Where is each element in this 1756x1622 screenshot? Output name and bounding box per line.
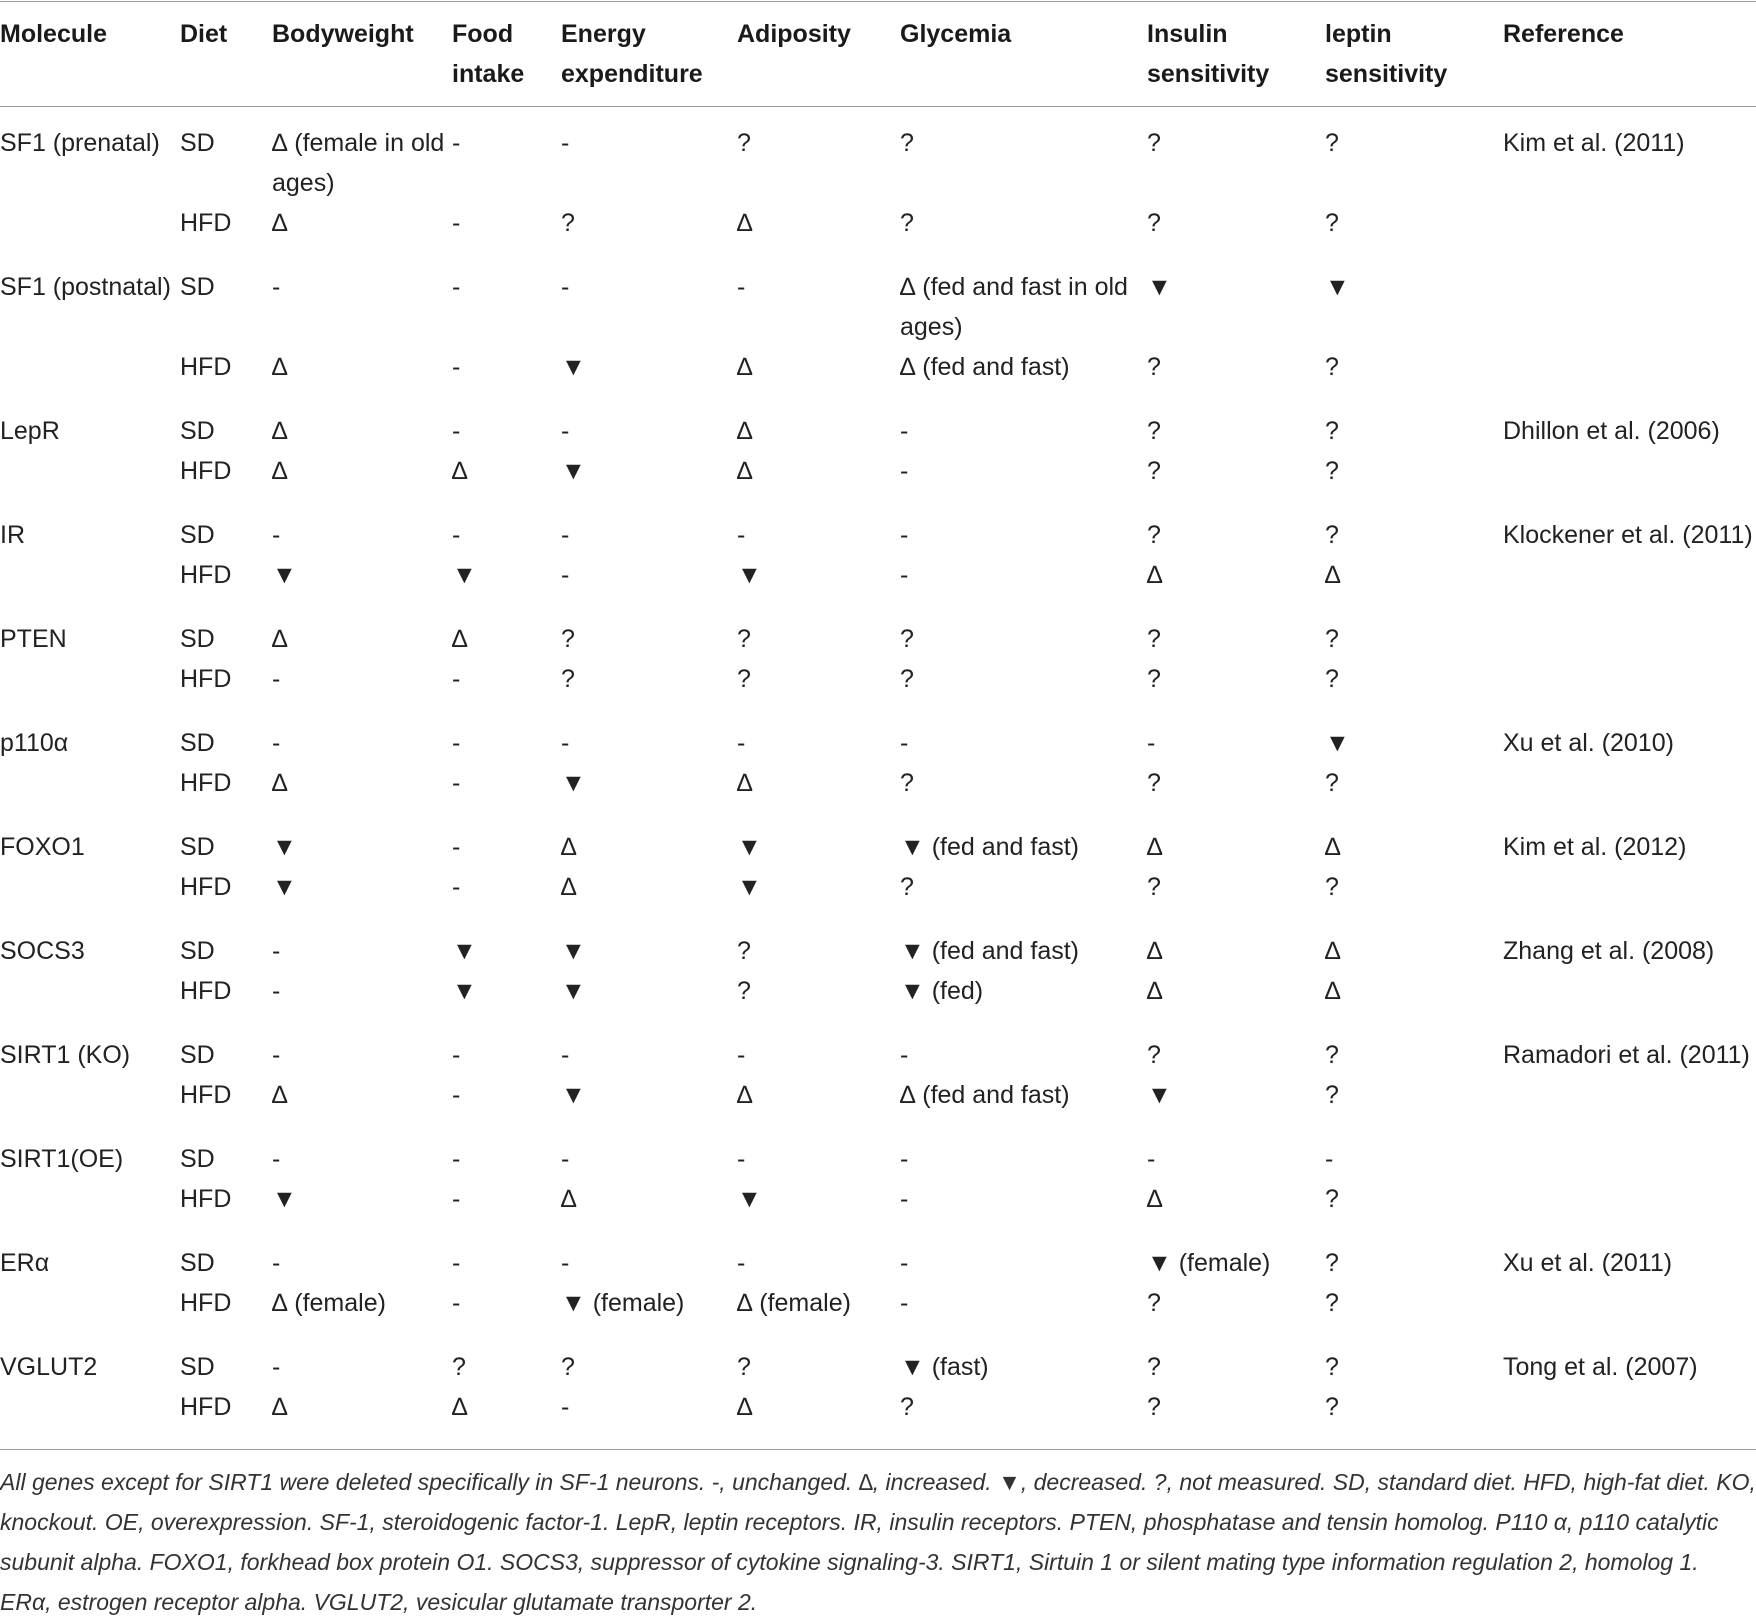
bodyweight-cell: - xyxy=(272,729,281,757)
table-row xyxy=(0,451,1756,499)
leptin-sensitivity-cell: ∆ xyxy=(1325,937,1341,965)
data-table xyxy=(0,1,1756,1449)
molecule-cell xyxy=(0,763,180,811)
leptin-sensitivity-cell: ∆ xyxy=(1325,833,1341,861)
insulin-sensitivity-cell: ∆ xyxy=(1147,561,1163,589)
molecule-cell xyxy=(0,451,180,499)
table-row xyxy=(0,811,1756,867)
reference-cell xyxy=(1503,763,1756,811)
table-row xyxy=(0,659,1756,707)
adiposity-cell: ▼ xyxy=(737,561,762,589)
reference-cell: Klockener et al. (2011) xyxy=(1503,521,1753,549)
insulin-sensitivity-cell: - xyxy=(1147,729,1156,757)
food-intake-cell: - xyxy=(452,1249,461,1277)
table-row xyxy=(0,763,1756,811)
molecule-cell: IR xyxy=(0,521,25,549)
leptin-sensitivity-cell: ∆ xyxy=(1325,561,1341,589)
reference-cell: Xu et al. (2010) xyxy=(1503,729,1674,757)
reference-cell xyxy=(1503,1387,1756,1449)
leptin-sensitivity-cell: ? xyxy=(1325,665,1339,693)
insulin-sensitivity-cell: ? xyxy=(1147,1289,1161,1317)
bodyweight-cell: - xyxy=(272,1249,281,1277)
table-footnote: All genes except for SIRT1 were deleted specifically in SF-1 neurons. -, unchanged. ∆, increased. ▼, decreased. ?, not measured. SD, standard diet. HFD, high-fat diet. KO, knockout. OE, overexpression. SF-1, steroidogenic factor-1. LepR, leptin receptors. IR, insulin receptors. PTEN, phosphatase and tensin homolog. P110 α, p110 catalytic subunit alpha. FOXO1, forkhead box protein O1. SOCS3, suppressor of cytokine signaling-3. SIRT1, Sirtuin 1 or silent mating type information regulation 2, homolog 1. ERα, estrogen receptor alpha. VGLUT2, vesicular glutamate transporter 2. xyxy=(0,1469,1756,1615)
food-intake-cell: - xyxy=(452,729,461,757)
energy-expenditure-cell: ▼ xyxy=(561,353,586,381)
adiposity-cell: ▼ xyxy=(737,833,762,861)
adiposity-cell: ∆ xyxy=(737,457,753,485)
energy-expenditure-cell: - xyxy=(561,417,570,445)
leptin-sensitivity-cell: ? xyxy=(1325,457,1339,485)
diet-cell: HFD xyxy=(180,561,232,589)
table-row xyxy=(0,1283,1756,1331)
leptin-sensitivity-cell: ? xyxy=(1325,353,1339,381)
diet-cell: SD xyxy=(180,129,215,157)
reference-cell xyxy=(1503,659,1756,707)
bodyweight-cell: - xyxy=(272,521,281,549)
table-row xyxy=(0,1387,1756,1449)
food-intake-cell: ▼ xyxy=(452,977,477,1005)
insulin-sensitivity-cell: ? xyxy=(1147,1353,1161,1381)
adiposity-cell: - xyxy=(737,1041,746,1069)
reference-cell: Ramadori et al. (2011) xyxy=(1503,1041,1750,1069)
reference-cell xyxy=(1503,451,1756,499)
insulin-sensitivity-cell: ∆ xyxy=(1147,833,1163,861)
bodyweight-cell: - xyxy=(272,1041,281,1069)
glycemia-cell: - xyxy=(900,1145,909,1173)
header-energy-expenditure: Energy expenditure xyxy=(561,20,703,88)
molecule-cell xyxy=(0,659,180,707)
energy-expenditure-cell: ? xyxy=(561,1353,575,1381)
adiposity-cell: ? xyxy=(737,129,751,157)
food-intake-cell: ▼ xyxy=(452,937,477,965)
bodyweight-cell: - xyxy=(272,273,281,301)
header-food-intake: Food intake xyxy=(452,20,525,88)
molecule-cell xyxy=(0,555,180,603)
insulin-sensitivity-cell: ? xyxy=(1147,209,1161,237)
reference-cell: Xu et al. (2011) xyxy=(1503,1249,1673,1277)
bodyweight-cell: ∆ xyxy=(272,209,288,237)
bodyweight-cell: - xyxy=(272,1145,281,1173)
adiposity-cell: - xyxy=(737,729,746,757)
food-intake-cell: - xyxy=(452,769,461,797)
molecule-cell xyxy=(0,1283,180,1331)
adiposity-cell: ? xyxy=(737,665,751,693)
header-insulin-sensitivity: Insulin sensitivity xyxy=(1147,20,1270,88)
reference-cell: Tong et al. (2007) xyxy=(1503,1353,1698,1381)
glycemia-cell: - xyxy=(900,1249,909,1277)
leptin-sensitivity-cell: - xyxy=(1325,1145,1334,1173)
bodyweight-cell: ∆ xyxy=(272,417,288,445)
energy-expenditure-cell: - xyxy=(561,561,570,589)
leptin-sensitivity-cell: ? xyxy=(1325,417,1339,445)
insulin-sensitivity-cell: ▼ xyxy=(1147,1081,1172,1109)
molecule-cell: ERα xyxy=(0,1249,50,1277)
molecule-cell xyxy=(0,1179,180,1227)
insulin-sensitivity-cell: ? xyxy=(1147,1393,1161,1421)
leptin-sensitivity-cell: ▼ xyxy=(1325,729,1350,757)
leptin-sensitivity-cell: ▼ xyxy=(1325,273,1350,301)
energy-expenditure-cell: - xyxy=(561,273,570,301)
glycemia-cell: ? xyxy=(900,625,914,653)
adiposity-cell: ∆ xyxy=(737,209,753,237)
leptin-sensitivity-cell: ? xyxy=(1325,1041,1339,1069)
leptin-sensitivity-cell: ? xyxy=(1325,625,1339,653)
adiposity-cell: ∆ xyxy=(737,1081,753,1109)
bodyweight-cell: ∆ (female) xyxy=(272,1289,386,1317)
reference-cell: Kim et al. (2011) xyxy=(1503,129,1685,157)
reference-cell xyxy=(1503,555,1756,603)
leptin-sensitivity-cell: ? xyxy=(1325,209,1339,237)
reference-cell: Zhang et al. (2008) xyxy=(1503,937,1715,965)
leptin-sensitivity-cell: ? xyxy=(1325,769,1339,797)
leptin-sensitivity-cell: ? xyxy=(1325,1393,1339,1421)
energy-expenditure-cell: - xyxy=(561,1393,570,1421)
insulin-sensitivity-cell: ? xyxy=(1147,769,1161,797)
table-row xyxy=(0,1331,1756,1387)
adiposity-cell: ? xyxy=(737,937,751,965)
insulin-sensitivity-cell: ? xyxy=(1147,417,1161,445)
food-intake-cell: - xyxy=(452,833,461,861)
diet-cell: SD xyxy=(180,625,215,653)
table-row xyxy=(0,499,1756,555)
diet-cell: SD xyxy=(180,937,215,965)
bodyweight-cell: ∆ xyxy=(272,353,288,381)
adiposity-cell: ∆ xyxy=(737,417,753,445)
glycemia-cell: - xyxy=(900,1185,909,1213)
glycemia-cell: ∆ (fed and fast) xyxy=(900,353,1070,381)
diet-cell: SD xyxy=(180,417,215,445)
glycemia-cell: - xyxy=(900,729,909,757)
leptin-sensitivity-cell: ? xyxy=(1325,873,1339,901)
food-intake-cell: - xyxy=(452,1185,461,1213)
table-row xyxy=(0,1227,1756,1283)
insulin-sensitivity-cell: ▼ xyxy=(1147,273,1172,301)
diet-cell: SD xyxy=(180,1249,215,1277)
table-row xyxy=(0,1075,1756,1123)
food-intake-cell: ∆ xyxy=(452,625,468,653)
bodyweight-cell: ∆ xyxy=(272,1393,288,1421)
energy-expenditure-cell: ? xyxy=(561,665,575,693)
insulin-sensitivity-cell: ? xyxy=(1147,665,1161,693)
table-row xyxy=(0,971,1756,1019)
table-row xyxy=(0,1179,1756,1227)
diet-cell: HFD xyxy=(180,1185,232,1213)
energy-expenditure-cell: ▼ xyxy=(561,937,586,965)
reference-cell xyxy=(1503,251,1756,347)
energy-expenditure-cell: ▼ xyxy=(561,1081,586,1109)
adiposity-cell: - xyxy=(737,521,746,549)
header-glycemia: Glycemia xyxy=(900,20,1012,48)
bodyweight-cell: ▼ xyxy=(272,873,297,901)
energy-expenditure-cell: - xyxy=(561,1041,570,1069)
glycemia-cell: ▼ (fed) xyxy=(900,977,984,1005)
diet-cell: SD xyxy=(180,273,215,301)
insulin-sensitivity-cell: ? xyxy=(1147,1041,1161,1069)
molecule-cell xyxy=(0,347,180,395)
header-reference: Reference xyxy=(1503,20,1624,48)
glycemia-cell: - xyxy=(900,1289,909,1317)
bodyweight-cell: ∆ (female in old ages) xyxy=(272,129,445,197)
reference-cell xyxy=(1503,603,1756,659)
insulin-sensitivity-cell: ? xyxy=(1147,457,1161,485)
bodyweight-cell: - xyxy=(272,937,281,965)
energy-expenditure-cell: - xyxy=(561,729,570,757)
food-intake-cell: ? xyxy=(452,1353,466,1381)
reference-cell xyxy=(1503,1283,1756,1331)
adiposity-cell: ∆ xyxy=(737,353,753,381)
molecule-cell xyxy=(0,1387,180,1449)
molecule-cell: p110α xyxy=(0,729,69,757)
diet-cell: HFD xyxy=(180,353,232,381)
insulin-sensitivity-cell: ? xyxy=(1147,625,1161,653)
bodyweight-cell: ▼ xyxy=(272,833,297,861)
molecule-cell: LepR xyxy=(0,417,60,445)
molecule-cell xyxy=(0,203,180,251)
energy-expenditure-cell: - xyxy=(561,521,570,549)
table-body xyxy=(0,107,1756,1450)
molecule-cell: VGLUT2 xyxy=(0,1353,98,1381)
energy-expenditure-cell: ▼ xyxy=(561,769,586,797)
energy-expenditure-cell: - xyxy=(561,129,570,157)
food-intake-cell: - xyxy=(452,1145,461,1173)
bodyweight-cell: ▼ xyxy=(272,1185,297,1213)
diet-cell: HFD xyxy=(180,1393,232,1421)
leptin-sensitivity-cell: ∆ xyxy=(1325,977,1341,1005)
table-header xyxy=(0,2,1756,107)
glycemia-cell: - xyxy=(900,417,909,445)
adiposity-cell: - xyxy=(737,1145,746,1173)
energy-expenditure-cell: - xyxy=(561,1145,570,1173)
glycemia-cell: ▼ (fed and fast) xyxy=(900,833,1079,861)
bodyweight-cell: - xyxy=(272,665,281,693)
glycemia-cell: ? xyxy=(900,665,914,693)
energy-expenditure-cell: ∆ xyxy=(561,1185,577,1213)
diet-cell: HFD xyxy=(180,1081,232,1109)
molecule-cell xyxy=(0,971,180,1019)
energy-expenditure-cell: ▼ xyxy=(561,977,586,1005)
leptin-sensitivity-cell: ? xyxy=(1325,1353,1339,1381)
adiposity-cell: - xyxy=(737,273,746,301)
bodyweight-cell: ▼ xyxy=(272,561,297,589)
diet-cell: HFD xyxy=(180,977,232,1005)
table-row xyxy=(0,867,1756,915)
food-intake-cell: - xyxy=(452,273,461,301)
table-row xyxy=(0,395,1756,451)
energy-expenditure-cell: - xyxy=(561,1249,570,1277)
reference-cell: Dhillon et al. (2006) xyxy=(1503,417,1720,445)
diet-cell: SD xyxy=(180,1353,215,1381)
reference-cell xyxy=(1503,347,1756,395)
header-diet: Diet xyxy=(180,20,228,48)
reference-cell xyxy=(1503,1179,1756,1227)
diet-cell: HFD xyxy=(180,873,232,901)
header-row xyxy=(0,2,1756,107)
energy-expenditure-cell: ▼ xyxy=(561,457,586,485)
glycemia-cell: - xyxy=(900,457,909,485)
adiposity-cell: ∆ xyxy=(737,1393,753,1421)
glycemia-cell: - xyxy=(900,521,909,549)
energy-expenditure-cell: ? xyxy=(561,209,575,237)
molecule-cell xyxy=(0,1075,180,1123)
insulin-sensitivity-cell: - xyxy=(1147,1145,1156,1173)
table-row xyxy=(0,203,1756,251)
glycemia-cell: - xyxy=(900,561,909,589)
molecule-cell: FOXO1 xyxy=(0,833,85,861)
glycemia-cell: ? xyxy=(900,1393,914,1421)
table-row xyxy=(0,107,1756,204)
energy-expenditure-cell: ∆ xyxy=(561,873,577,901)
food-intake-cell: - xyxy=(452,665,461,693)
insulin-sensitivity-cell: ∆ xyxy=(1147,977,1163,1005)
food-intake-cell: - xyxy=(452,1041,461,1069)
diet-cell: SD xyxy=(180,1041,215,1069)
food-intake-cell: ∆ xyxy=(452,1393,468,1421)
food-intake-cell: - xyxy=(452,1289,461,1317)
food-intake-cell: ▼ xyxy=(452,561,477,589)
table-row xyxy=(0,1019,1756,1075)
glycemia-cell: ? xyxy=(900,209,914,237)
header-adiposity: Adiposity xyxy=(737,20,851,48)
adiposity-cell: ? xyxy=(737,625,751,653)
adiposity-cell: ▼ xyxy=(737,873,762,901)
reference-cell xyxy=(1503,867,1756,915)
leptin-sensitivity-cell: ? xyxy=(1325,1289,1339,1317)
bodyweight-cell: ∆ xyxy=(272,625,288,653)
molecule-cell: PTEN xyxy=(0,625,67,653)
glycemia-cell: ∆ (fed and fast) xyxy=(900,1081,1070,1109)
table-row xyxy=(0,555,1756,603)
glycemia-cell: ? xyxy=(900,769,914,797)
glycemia-cell: ∆ (fed and fast in old ages) xyxy=(900,273,1128,341)
leptin-sensitivity-cell: ? xyxy=(1325,521,1339,549)
table-row xyxy=(0,347,1756,395)
adiposity-cell: ∆ (female) xyxy=(737,1289,851,1317)
diet-cell: SD xyxy=(180,833,215,861)
diet-cell: HFD xyxy=(180,209,232,237)
bodyweight-cell: ∆ xyxy=(272,457,288,485)
diet-cell: SD xyxy=(180,1145,215,1173)
leptin-sensitivity-cell: ? xyxy=(1325,1081,1339,1109)
diet-cell: HFD xyxy=(180,1289,232,1317)
bodyweight-cell: - xyxy=(272,977,281,1005)
insulin-sensitivity-cell: ? xyxy=(1147,521,1161,549)
diet-cell: HFD xyxy=(180,665,232,693)
molecule-cell: SIRT1 (KO) xyxy=(0,1041,131,1069)
leptin-sensitivity-cell: ? xyxy=(1325,129,1339,157)
food-intake-cell: - xyxy=(452,1081,461,1109)
reference-cell xyxy=(1503,971,1756,1019)
diet-cell: HFD xyxy=(180,457,232,485)
header-molecule: Molecule xyxy=(0,20,107,48)
molecule-cell: SF1 (postnatal) xyxy=(0,273,171,301)
adiposity-cell: ? xyxy=(737,1353,751,1381)
adiposity-cell: - xyxy=(737,1249,746,1277)
reference-cell: Kim et al. (2012) xyxy=(1503,833,1687,861)
bodyweight-cell: ∆ xyxy=(272,769,288,797)
bodyweight-cell: - xyxy=(272,1353,281,1381)
molecule-cell xyxy=(0,867,180,915)
diet-cell: SD xyxy=(180,729,215,757)
glycemia-cell: - xyxy=(900,1041,909,1069)
reference-cell xyxy=(1503,1123,1756,1179)
molecule-cell: SIRT1(OE) xyxy=(0,1145,124,1173)
table-row xyxy=(0,707,1756,763)
reference-cell xyxy=(1503,1075,1756,1123)
food-intake-cell: - xyxy=(452,209,461,237)
table-row xyxy=(0,915,1756,971)
leptin-sensitivity-cell: ? xyxy=(1325,1185,1339,1213)
energy-expenditure-cell: ▼ (female) xyxy=(561,1289,685,1317)
molecule-cell: SF1 (prenatal) xyxy=(0,129,160,157)
food-intake-cell: - xyxy=(452,873,461,901)
glycemia-cell: ▼ (fast) xyxy=(900,1353,989,1381)
insulin-sensitivity-cell: ? xyxy=(1147,353,1161,381)
food-intake-cell: - xyxy=(452,417,461,445)
bodyweight-cell: ∆ xyxy=(272,1081,288,1109)
molecule-cell: SOCS3 xyxy=(0,937,85,965)
glycemia-cell: ▼ (fed and fast) xyxy=(900,937,1079,965)
header-bodyweight: Bodyweight xyxy=(272,20,414,48)
glycemia-cell: ? xyxy=(900,873,914,901)
energy-expenditure-cell: ∆ xyxy=(561,833,577,861)
food-intake-cell: - xyxy=(452,353,461,381)
insulin-sensitivity-cell: ∆ xyxy=(1147,937,1163,965)
table-row xyxy=(0,603,1756,659)
adiposity-cell: ▼ xyxy=(737,1185,762,1213)
insulin-sensitivity-cell: ? xyxy=(1147,873,1161,901)
energy-expenditure-cell: ? xyxy=(561,625,575,653)
food-intake-cell: ∆ xyxy=(452,457,468,485)
glycemia-cell: ? xyxy=(900,129,914,157)
header-leptin-sensitivity: leptin sensitivity xyxy=(1325,20,1448,88)
insulin-sensitivity-cell: ▼ (female) xyxy=(1147,1249,1271,1277)
insulin-sensitivity-cell: ∆ xyxy=(1147,1185,1163,1213)
diet-cell: SD xyxy=(180,521,215,549)
reference-cell xyxy=(1503,203,1756,251)
adiposity-cell: ? xyxy=(737,977,751,1005)
insulin-sensitivity-cell: ? xyxy=(1147,129,1161,157)
food-intake-cell: - xyxy=(452,129,461,157)
food-intake-cell: - xyxy=(452,521,461,549)
leptin-sensitivity-cell: ? xyxy=(1325,1249,1339,1277)
adiposity-cell: ∆ xyxy=(737,769,753,797)
table-row xyxy=(0,1123,1756,1179)
diet-cell: HFD xyxy=(180,769,232,797)
table-row xyxy=(0,251,1756,347)
